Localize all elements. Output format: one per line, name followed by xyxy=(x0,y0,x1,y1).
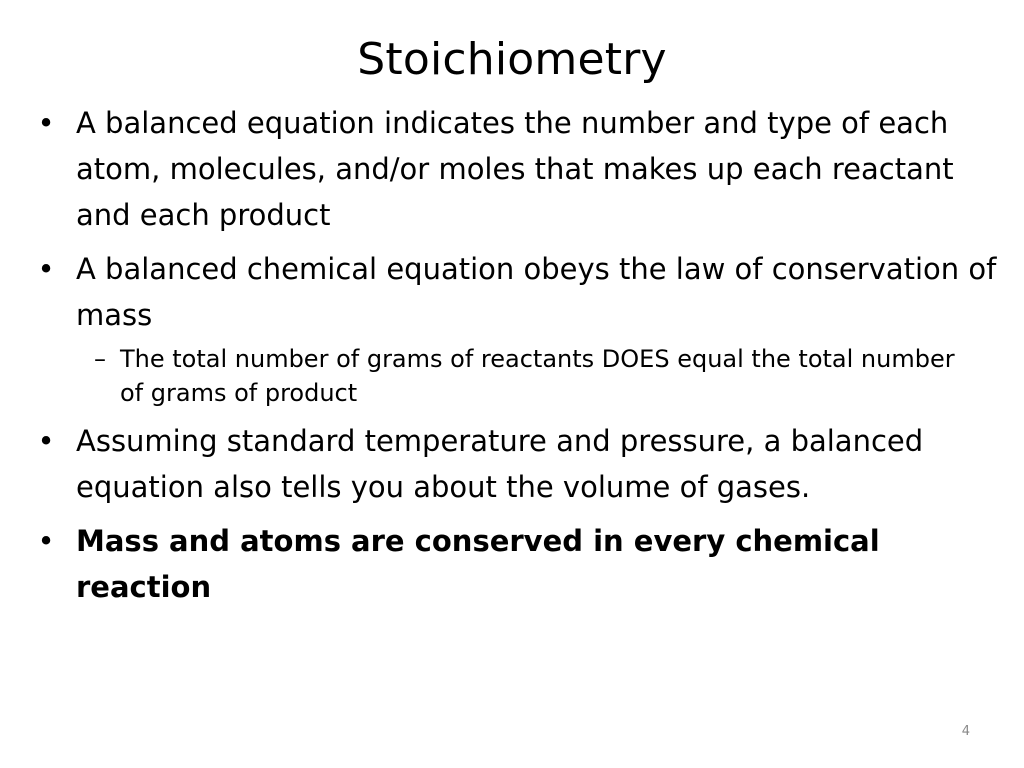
slide-title: Stoichiometry xyxy=(357,34,667,85)
sub-bullet-item xyxy=(0,342,1024,410)
bullet-marker: • xyxy=(37,252,55,286)
bullet-marker: • xyxy=(37,524,55,558)
bullet-text: Mass and atoms are conserved in every chemical reaction xyxy=(76,524,880,604)
bullet-text: A balanced equation indicates the number and type of each atom, molecules, and/or moles that makes up each reactant and each product xyxy=(76,106,954,232)
sub-bullet-marker: – xyxy=(94,345,106,373)
bullet-item xyxy=(0,100,1024,238)
sub-bullet-text: The total number of grams of reactants DOES equal the total number of grams of product xyxy=(120,345,955,407)
bullet-text: A balanced chemical equation obeys the law of conservation of mass xyxy=(76,252,997,332)
bullet-item xyxy=(0,418,1024,510)
bullet-list xyxy=(0,100,1024,618)
bullet-marker: • xyxy=(37,106,55,140)
bullet-item-emphasized xyxy=(0,518,1024,610)
bullet-marker: • xyxy=(37,424,55,458)
bullet-text: Assuming standard temperature and pressure, a balanced equation also tells you about the volume of gases. xyxy=(76,424,924,504)
page-number: 4 xyxy=(961,724,970,739)
bullet-item xyxy=(0,246,1024,338)
